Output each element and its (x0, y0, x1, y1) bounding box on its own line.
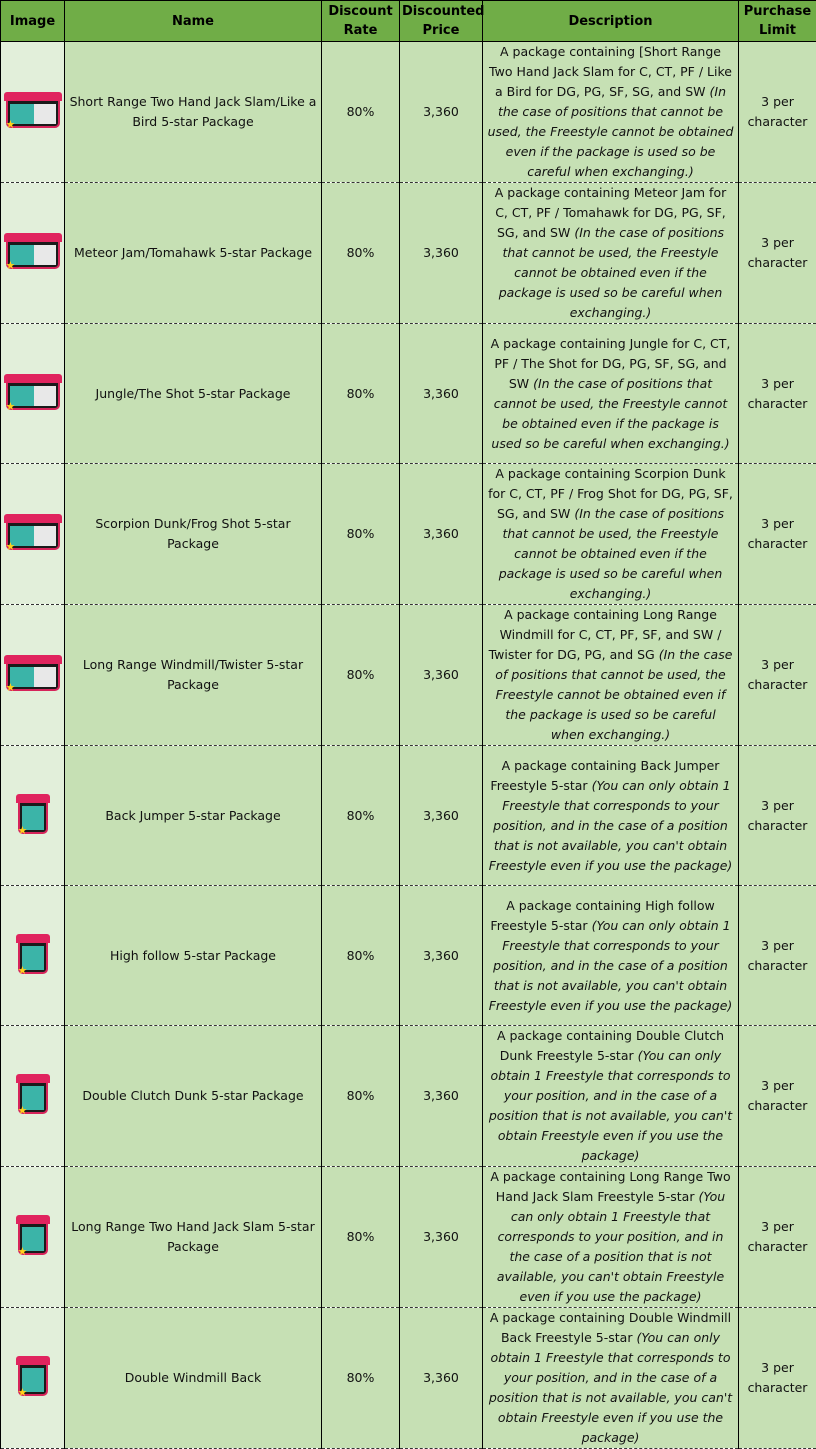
image-cell (1, 464, 65, 605)
discounted-price: 3,360 (400, 183, 483, 324)
discount-rate: 80% (322, 746, 400, 886)
discounted-price: 3,360 (400, 746, 483, 886)
table-row (1, 42, 816, 183)
description-cell (483, 886, 739, 1026)
description-note: (In the case of positions that cannot be used, the Freestyle cannot be obtained even if the package is used so be careful when exchanging.) (499, 225, 724, 320)
package-icon (18, 798, 48, 834)
package-icon (6, 659, 60, 691)
description-note: (In the case of positions that cannot be used, the Freestyle cannot be obtained even if the package is used so be careful when exchanging.) (495, 647, 732, 742)
description-note: (You can only obtain 1 Freestyle that corresponds to your position, and in the case of a position that is not available, you can't obtain Freestyle even if you use the package) (489, 778, 733, 873)
star-icon: ★ (18, 1246, 28, 1257)
discount-rate: 80% (322, 324, 400, 464)
image-cell (1, 42, 65, 183)
star-icon: ★ (6, 541, 16, 552)
purchase-limit: 3 per character (739, 183, 816, 324)
purchase-limit: 3 per character (739, 324, 816, 464)
purchase-limit: 3 per character (739, 464, 816, 605)
discounted-price: 3,360 (400, 324, 483, 464)
description-cell (483, 746, 739, 886)
package-name: Scorpion Dunk/Frog Shot 5-star Package (65, 464, 322, 605)
description-note: (In the case of positions that cannot be used, the Freestyle cannot be obtained even if the package is used so be careful when exchanging.) (488, 84, 734, 179)
star-icon: ★ (18, 825, 28, 836)
discounted-price: 3,360 (400, 1167, 483, 1308)
description-cell (483, 1026, 739, 1167)
description-text: A package containing Meteor Jam for C, CT, PF / Tomahawk for DG, PG, SF, SG, and SW (495, 185, 726, 240)
discounted-price: 3,360 (400, 605, 483, 746)
table-row (1, 464, 816, 605)
package-icon (6, 378, 60, 410)
description-text: A package containing Long Range Windmill for C, CT, PF, SF, and SW / Twister for DG, PG, and SG (489, 607, 722, 662)
package-name: Double Clutch Dunk 5-star Package (65, 1026, 322, 1167)
star-icon: ★ (18, 965, 28, 976)
package-name: Jungle/The Shot 5-star Package (65, 324, 322, 464)
star-icon: ★ (6, 260, 16, 271)
image-cell (1, 746, 65, 886)
purchase-limit: 3 per character (739, 42, 816, 183)
description-text: A package containing Double Clutch Dunk Freestyle 5-star (497, 1028, 724, 1063)
discounted-price: 3,360 (400, 1308, 483, 1449)
description-cell (483, 324, 739, 464)
description-note: (You can only obtain 1 Freestyle that corresponds to your position, and in the case of a position that is not available, you can't obtain Freestyle even if you use the package) (489, 1048, 732, 1163)
package-name: Meteor Jam/Tomahawk 5-star Package (65, 183, 322, 324)
purchase-limit: 3 per character (739, 605, 816, 746)
star-icon: ★ (18, 1387, 28, 1398)
package-icon (18, 1078, 48, 1114)
description-text: A package containing Back Jumper Freestyle 5-star (490, 758, 719, 793)
package-name: Double Windmill Back (65, 1308, 322, 1449)
package-icon (18, 1360, 48, 1396)
package-name: Long Range Windmill/Twister 5-star Package (65, 605, 322, 746)
discounted-price: 3,360 (400, 1026, 483, 1167)
table-row (1, 183, 816, 324)
star-icon: ★ (18, 1105, 28, 1116)
image-cell (1, 183, 65, 324)
package-icon (6, 96, 60, 128)
package-icon (18, 1219, 48, 1255)
package-name: Long Range Two Hand Jack Slam 5-star Package (65, 1167, 322, 1308)
description-note: (You can only obtain 1 Freestyle that corresponds to your position, and in the case of a position that is not available, you can't obtain Freestyle even if you use the package) (489, 1330, 732, 1445)
discount-rate: 80% (322, 1308, 400, 1449)
description-cell (483, 42, 739, 183)
image-cell (1, 605, 65, 746)
image-cell (1, 1308, 65, 1449)
table-row (1, 886, 816, 1026)
image-cell (1, 1026, 65, 1167)
description-note: (In the case of positions that cannot be used, the Freestyle cannot be obtained even if the package is used so be careful when exchanging.) (491, 376, 729, 451)
star-icon: ★ (6, 682, 16, 693)
description-text: A package containing [Short Range Two Hand Jack Slam for C, CT, PF / Like a Bird for DG, PG, SF, SG, and SW (489, 44, 732, 99)
description-cell (483, 605, 739, 746)
discounted-price: 3,360 (400, 42, 483, 183)
package-icon (6, 518, 60, 550)
header-row (1, 1, 816, 42)
discounted-price: 3,360 (400, 464, 483, 605)
header-name: Name (65, 1, 322, 42)
header-discounted-price: Discounted Price (400, 1, 483, 42)
description-cell (483, 464, 739, 605)
description-cell (483, 1308, 739, 1449)
package-icon (6, 237, 60, 269)
table-row (1, 324, 816, 464)
discount-rate: 80% (322, 605, 400, 746)
discount-rate: 80% (322, 183, 400, 324)
discount-rate: 80% (322, 886, 400, 1026)
table-row (1, 1308, 816, 1449)
description-text: A package containing Long Range Two Hand Jack Slam Freestyle 5-star (490, 1169, 730, 1204)
header-discount-rate: Discount Rate (322, 1, 400, 42)
description-cell (483, 183, 739, 324)
package-name: High follow 5-star Package (65, 886, 322, 1026)
package-name: Back Jumper 5-star Package (65, 746, 322, 886)
description-note: (In the case of positions that cannot be used, the Freestyle cannot be obtained even if the package is used so be careful when exchanging.) (499, 506, 724, 601)
star-icon: ★ (6, 401, 16, 412)
discount-rate: 80% (322, 464, 400, 605)
image-cell (1, 1167, 65, 1308)
purchase-limit: 3 per character (739, 1308, 816, 1449)
header-description: Description (483, 1, 739, 42)
discount-rate: 80% (322, 42, 400, 183)
description-text: A package containing Double Windmill Back Freestyle 5-star (490, 1310, 731, 1345)
package-name: Short Range Two Hand Jack Slam/Like a Bird 5-star Package (65, 42, 322, 183)
purchase-limit: 3 per character (739, 1167, 816, 1308)
image-cell (1, 324, 65, 464)
purchase-limit: 3 per character (739, 886, 816, 1026)
purchase-limit: 3 per character (739, 746, 816, 886)
header-purchase-limit: Purchase Limit (739, 1, 816, 42)
description-note: (You can only obtain 1 Freestyle that corresponds to your position, and in the case of a position that is not available, you can't obtain Freestyle even if you use the package) (489, 918, 733, 1013)
description-text: A package containing Jungle for C, CT, PF / The Shot for DG, PG, SF, SG, and SW (491, 336, 731, 391)
table-row (1, 1026, 816, 1167)
purchase-limit: 3 per character (739, 1026, 816, 1167)
description-text: A package containing Scorpion Dunk for C, CT, PF / Frog Shot for DG, PG, SF, SG, and SW (488, 466, 733, 521)
description-note: (You can only obtain 1 Freestyle that corresponds to your position, and in the case of a position that is not available, you can't obtain Freestyle even if you use the package) (497, 1189, 725, 1304)
description-cell (483, 1167, 739, 1308)
table-row (1, 605, 816, 746)
discount-rate: 80% (322, 1026, 400, 1167)
description-text: A package containing High follow Freestyle 5-star (490, 898, 714, 933)
star-icon: ★ (6, 119, 16, 130)
header-image: Image (1, 1, 65, 42)
discounted-price: 3,360 (400, 886, 483, 1026)
image-cell (1, 886, 65, 1026)
table-row (1, 1167, 816, 1308)
package-icon (18, 938, 48, 974)
table-row (1, 746, 816, 886)
discount-rate: 80% (322, 1167, 400, 1308)
